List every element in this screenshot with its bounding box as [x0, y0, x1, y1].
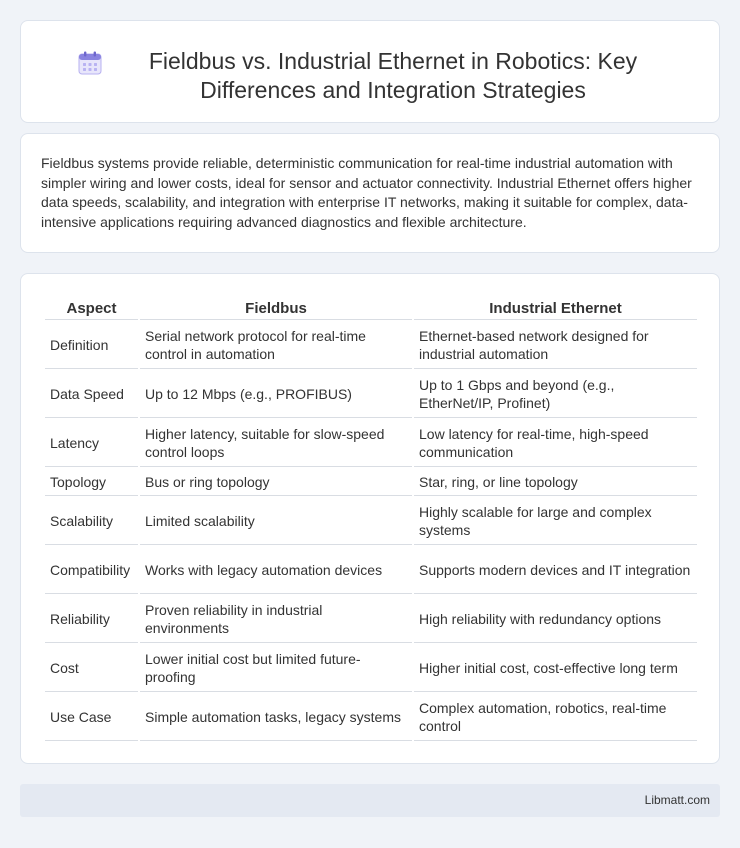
intro-paragraph: Fieldbus systems provide reliable, deterministic communication for real-time industrial automation with simpler wiring and lower costs, ideal for sensor and actuator connectivity. Industrial Ethernet offers higher data speeds, scalability, and integration with enterprise IT networks, making it suitable for complex, data-intensive applications requiring advanced diagnostics and flexible architecture.	[41, 155, 692, 230]
table-row	[45, 469, 697, 496]
row-ethernet-cell: Complex automation, robotics, real-time control	[414, 694, 697, 741]
page-title: Fieldbus vs. Industrial Ethernet in Robotics: Key Differences and Integration Strategies	[148, 48, 638, 103]
row-fieldbus-cell: Proven reliability in industrial environments	[140, 596, 412, 643]
row-ethernet-cell: Higher initial cost, cost-effective long term	[414, 645, 697, 692]
row-ethernet-cell: Up to 1 Gbps and beyond (e.g., EtherNet/IP, Profinet)	[414, 371, 697, 418]
table-row	[45, 645, 697, 692]
table-row	[45, 694, 697, 741]
comparison-table-card	[20, 273, 720, 764]
row-aspect-cell: Data Speed	[45, 371, 138, 418]
row-fieldbus-cell: Up to 12 Mbps (e.g., PROFIBUS)	[140, 371, 412, 418]
footer-bar	[20, 784, 720, 817]
column-header-industrial-ethernet: Industrial Ethernet	[414, 298, 697, 320]
row-ethernet-cell: Low latency for real-time, high-speed communication	[414, 420, 697, 467]
title-card	[20, 20, 720, 123]
comparison-table	[43, 296, 699, 743]
row-aspect-cell: Definition	[45, 322, 138, 369]
row-ethernet-cell: Ethernet-based network designed for industrial automation	[414, 322, 697, 369]
row-fieldbus-cell: Works with legacy automation devices	[140, 547, 412, 594]
table-row	[45, 322, 697, 369]
row-aspect-cell: Scalability	[45, 498, 138, 545]
column-header-aspect: Aspect	[45, 298, 138, 320]
calendar-icon	[77, 50, 103, 76]
row-ethernet-cell: High reliability with redundancy options	[414, 596, 697, 643]
row-aspect-cell: Use Case	[45, 694, 138, 741]
row-ethernet-cell: Star, ring, or line topology	[414, 469, 697, 496]
row-fieldbus-cell: Simple automation tasks, legacy systems	[140, 694, 412, 741]
row-aspect-cell: Reliability	[45, 596, 138, 643]
intro-card	[20, 133, 720, 253]
row-ethernet-cell: Highly scalable for large and complex systems	[414, 498, 697, 545]
row-aspect-cell: Cost	[45, 645, 138, 692]
column-header-fieldbus: Fieldbus	[140, 298, 412, 320]
row-aspect-cell: Latency	[45, 420, 138, 467]
row-fieldbus-cell: Higher latency, suitable for slow-speed control loops	[140, 420, 412, 467]
row-fieldbus-cell: Limited scalability	[140, 498, 412, 545]
table-row	[45, 547, 697, 594]
row-fieldbus-cell: Serial network protocol for real-time control in automation	[140, 322, 412, 369]
row-aspect-cell: Compatibility	[45, 547, 138, 594]
row-fieldbus-cell: Bus or ring topology	[140, 469, 412, 496]
table-header-row	[45, 298, 697, 320]
row-fieldbus-cell: Lower initial cost but limited future-proofing	[140, 645, 412, 692]
row-aspect-cell: Topology	[45, 469, 138, 496]
table-row	[45, 596, 697, 643]
row-ethernet-cell: Supports modern devices and IT integration	[414, 547, 697, 594]
table-row	[45, 498, 697, 545]
footer-site-link[interactable]: Libmatt.com	[644, 793, 710, 807]
table-row	[45, 371, 697, 418]
table-row	[45, 420, 697, 467]
